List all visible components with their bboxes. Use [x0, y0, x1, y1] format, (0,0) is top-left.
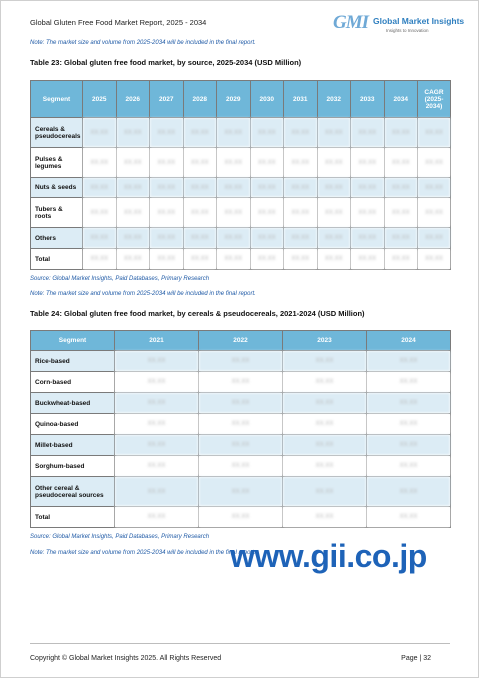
value-cell: XX.XX [351, 148, 385, 178]
header-column: 2029 [217, 81, 251, 118]
value-cell: XX.XX [83, 198, 117, 228]
value-cell: XX.XX [199, 435, 283, 456]
row-segment-label: Others [31, 228, 83, 249]
value-cell: XX.XX [116, 198, 150, 228]
table-row [31, 456, 451, 477]
value-cell: XX.XX [283, 435, 367, 456]
value-cell: XX.XX [384, 198, 418, 228]
value-cell: XX.XX [217, 118, 251, 148]
value-cell: XX.XX [116, 249, 150, 270]
value-cell: XX.XX [199, 414, 283, 435]
table-row [31, 249, 451, 270]
value-cell: XX.XX [115, 435, 199, 456]
value-cell: XX.XX [367, 435, 451, 456]
footer-divider [30, 643, 450, 644]
value-cell: XX.XX [150, 198, 184, 228]
row-segment-label: Total [31, 507, 115, 528]
value-cell: XX.XX [284, 148, 318, 178]
row-segment-label: Millet-based [31, 435, 115, 456]
value-cell: XX.XX [183, 178, 217, 198]
value-cell: XX.XX [115, 372, 199, 393]
value-cell: XX.XX [317, 118, 351, 148]
value-cell: XX.XX [283, 456, 367, 477]
table-row [31, 351, 451, 372]
value-cell: XX.XX [367, 456, 451, 477]
value-cell: XX.XX [83, 249, 117, 270]
logo-tagline: Insights to Innovation [386, 28, 429, 33]
value-cell: XX.XX [250, 118, 284, 148]
value-cell: XX.XX [284, 198, 318, 228]
table-row [31, 372, 451, 393]
value-cell: XX.XX [199, 393, 283, 414]
value-cell: XX.XX [284, 249, 318, 270]
value-cell: XX.XX [317, 148, 351, 178]
value-cell: XX.XX [83, 148, 117, 178]
value-cell: XX.XX [150, 228, 184, 249]
value-cell: XX.XX [115, 351, 199, 372]
table-row [31, 118, 451, 148]
value-cell: XX.XX [199, 507, 283, 528]
value-cell: XX.XX [217, 228, 251, 249]
header-column: 2025 [83, 81, 117, 118]
header-column: 2026 [116, 81, 150, 118]
logo-mark: GMI [333, 12, 369, 33]
table-23 [30, 80, 451, 270]
footer-copyright: Copyright © Global Market Insights 2025. All Rights Reserved [30, 655, 222, 662]
value-cell: XX.XX [116, 118, 150, 148]
header-column: 2033 [351, 81, 385, 118]
row-segment-label: Buckwheat-based [31, 393, 115, 414]
value-cell: XX.XX [418, 228, 451, 249]
value-cell: XX.XX [317, 178, 351, 198]
table-row [31, 435, 451, 456]
value-cell: XX.XX [384, 148, 418, 178]
value-cell: XX.XX [367, 372, 451, 393]
table24-source: Source: Global Market Insights, Paid Databases, Primary Research [30, 534, 210, 540]
table-24 [30, 330, 451, 528]
value-cell: XX.XX [116, 178, 150, 198]
value-cell: XX.XX [183, 198, 217, 228]
table24-header-row [31, 331, 451, 351]
row-segment-label: Quinoa-based [31, 414, 115, 435]
value-cell: XX.XX [250, 249, 284, 270]
value-cell: XX.XX [418, 249, 451, 270]
value-cell: XX.XX [150, 118, 184, 148]
table-row [31, 393, 451, 414]
value-cell: XX.XX [115, 456, 199, 477]
value-cell: XX.XX [351, 118, 385, 148]
value-cell: XX.XX [115, 414, 199, 435]
header-column: 2032 [317, 81, 351, 118]
value-cell: XX.XX [83, 178, 117, 198]
value-cell: XX.XX [317, 228, 351, 249]
value-cell: XX.XX [115, 507, 199, 528]
header-column: 2024 [367, 331, 451, 351]
value-cell: XX.XX [199, 351, 283, 372]
row-segment-label: Total [31, 249, 83, 270]
value-cell: XX.XX [284, 228, 318, 249]
header-column: 2031 [284, 81, 318, 118]
value-cell: XX.XX [418, 118, 451, 148]
value-cell: XX.XX [367, 393, 451, 414]
header-segment: Segment [31, 331, 115, 351]
value-cell: XX.XX [150, 148, 184, 178]
value-cell: XX.XX [317, 198, 351, 228]
value-cell: XX.XX [351, 228, 385, 249]
value-cell: XX.XX [183, 148, 217, 178]
value-cell: XX.XX [351, 178, 385, 198]
value-cell: XX.XX [250, 178, 284, 198]
value-cell: XX.XX [367, 351, 451, 372]
report-title: Global Gluten Free Food Market Report, 2025 - 2034 [30, 18, 207, 27]
company-logo [333, 12, 465, 38]
header-column: 2028 [183, 81, 217, 118]
value-cell: XX.XX [217, 148, 251, 178]
value-cell: XX.XX [150, 178, 184, 198]
value-cell: XX.XX [183, 228, 217, 249]
header-column: CAGR (2025-2034) [418, 81, 451, 118]
row-segment-label: Sorghum-based [31, 456, 115, 477]
header-segment: Segment [31, 81, 83, 118]
table24-title: Table 24: Global gluten free food market, by cereals & pseudocereals, 2021-2024 (USD Million) [30, 309, 365, 318]
row-segment-label: Tubers & roots [31, 198, 83, 228]
table-row [31, 198, 451, 228]
value-cell: XX.XX [250, 228, 284, 249]
value-cell: XX.XX [283, 477, 367, 507]
value-cell: XX.XX [384, 118, 418, 148]
value-cell: XX.XX [83, 228, 117, 249]
table23-header-row [31, 81, 451, 118]
row-segment-label: Nuts & seeds [31, 178, 83, 198]
value-cell: XX.XX [199, 456, 283, 477]
header-column: 2030 [250, 81, 284, 118]
value-cell: XX.XX [199, 477, 283, 507]
value-cell: XX.XX [217, 198, 251, 228]
watermark: www.gii.co.jp [230, 538, 427, 574]
value-cell: XX.XX [183, 118, 217, 148]
row-segment-label: Other cereal & pseudocereal sources [31, 477, 115, 507]
value-cell: XX.XX [199, 372, 283, 393]
page-number: Page | 32 [401, 655, 431, 662]
value-cell: XX.XX [283, 351, 367, 372]
value-cell: XX.XX [367, 477, 451, 507]
value-cell: XX.XX [384, 249, 418, 270]
value-cell: XX.XX [418, 198, 451, 228]
value-cell: XX.XX [250, 148, 284, 178]
table-row [31, 148, 451, 178]
value-cell: XX.XX [283, 393, 367, 414]
table23-title: Table 23: Global gluten free food market, by source, 2025-2034 (USD Million) [30, 58, 302, 67]
value-cell: XX.XX [367, 507, 451, 528]
value-cell: XX.XX [283, 372, 367, 393]
value-cell: XX.XX [115, 393, 199, 414]
value-cell: XX.XX [351, 198, 385, 228]
logo-name: Global Market Insights [373, 16, 465, 26]
header-column: 2023 [283, 331, 367, 351]
value-cell: XX.XX [367, 414, 451, 435]
value-cell: XX.XX [418, 178, 451, 198]
row-segment-label: Pulses & legumes [31, 148, 83, 178]
value-cell: XX.XX [351, 249, 385, 270]
value-cell: XX.XX [250, 198, 284, 228]
header-column: 2027 [150, 81, 184, 118]
value-cell: XX.XX [217, 178, 251, 198]
note-middle: Note: The market size and volume from 2025-2034 will be included in the final report. [30, 291, 256, 297]
row-segment-label: Rice-based [31, 351, 115, 372]
row-segment-label: Corn-based [31, 372, 115, 393]
table-row [31, 477, 451, 507]
header-column: 2034 [384, 81, 418, 118]
row-segment-label: Cereals & pseudocereals [31, 118, 83, 148]
value-cell: XX.XX [418, 148, 451, 178]
table-row [31, 507, 451, 528]
value-cell: XX.XX [317, 249, 351, 270]
table-row [31, 178, 451, 198]
value-cell: XX.XX [116, 148, 150, 178]
table-row [31, 228, 451, 249]
value-cell: XX.XX [150, 249, 184, 270]
value-cell: XX.XX [284, 178, 318, 198]
value-cell: XX.XX [284, 118, 318, 148]
table-row [31, 414, 451, 435]
value-cell: XX.XX [283, 507, 367, 528]
value-cell: XX.XX [116, 228, 150, 249]
table23-source: Source: Global Market Insights, Paid Databases, Primary Research [30, 276, 210, 282]
value-cell: XX.XX [115, 477, 199, 507]
note-bottom: Note: The market size and volume from 2025-2034 will be included in the final report. [30, 550, 256, 556]
value-cell: XX.XX [217, 249, 251, 270]
header-column: 2021 [115, 331, 199, 351]
note-top: Note: The market size and volume from 2025-2034 will be included in the final report. [30, 40, 256, 46]
value-cell: XX.XX [384, 178, 418, 198]
value-cell: XX.XX [183, 249, 217, 270]
header-column: 2022 [199, 331, 283, 351]
value-cell: XX.XX [384, 228, 418, 249]
value-cell: XX.XX [83, 118, 117, 148]
value-cell: XX.XX [283, 414, 367, 435]
